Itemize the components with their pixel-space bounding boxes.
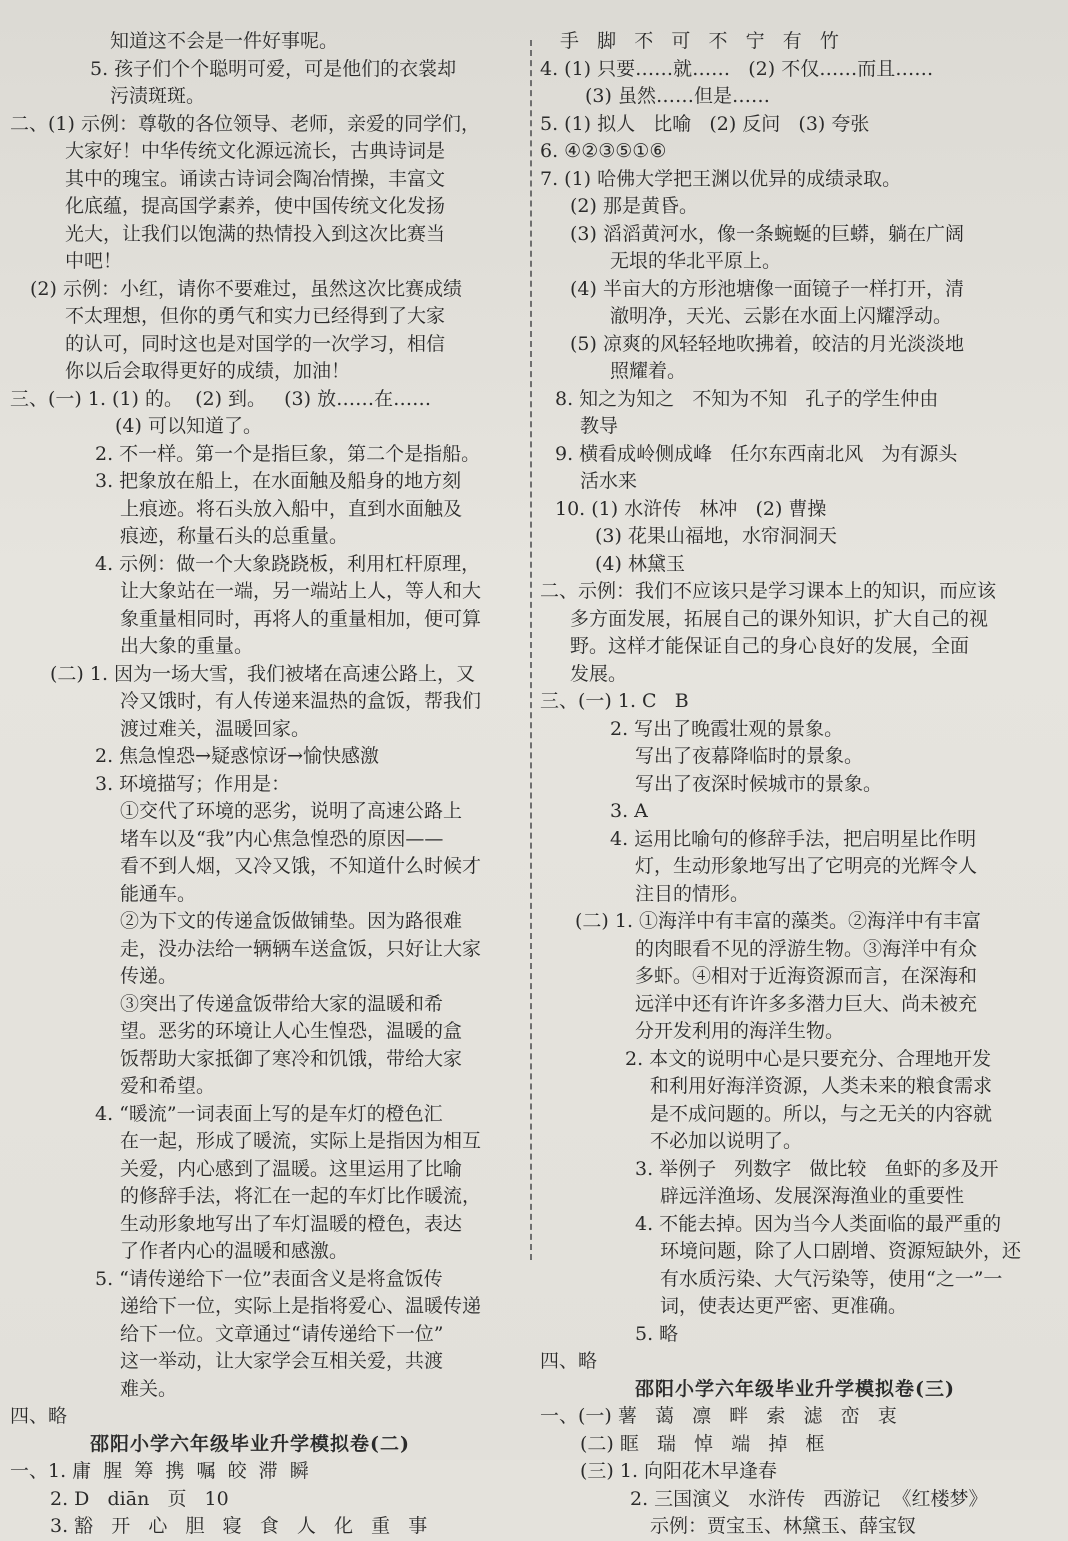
answer-line: 9. 横看成岭侧成峰 任尔东西南北风 为有源头 [555,442,958,465]
answer-line: 传递。 [120,965,178,987]
answer-line: 大家好！中华传统文化源远流长，古典诗词是 [65,140,446,162]
answer-line: 6. ④②③⑤①⑥ [540,140,667,162]
answer-line: 无垠的华北平原上。 [610,250,782,272]
answer-line: (4) 半亩大的方形池塘像一面镜子一样打开，清 [570,277,964,300]
answer-line: 2. 焦急惶恐→疑惑惊讶→愉快感激 [95,745,380,767]
answer-line: 污渍斑斑。 [110,85,206,107]
answer-line: 给下一位。文章通过“请传递给下一位” [120,1322,444,1345]
answer-line: 难关。 [120,1377,178,1400]
answer-line: 这一举动，让大家学会互相关爱，共渡 [120,1350,444,1372]
answer-line: 知道这不会是一件好事呢。 [110,30,339,52]
answer-line: 渡过难关，温暖回家。 [120,717,311,740]
answer-line: 三、(一) 1. C B [540,690,689,712]
answer-line: 上痕迹。将石头放入船中，直到水面触及 [120,497,463,520]
section-title: 邵阳小学六年级毕业升学模拟卷(三) [635,1377,955,1400]
answer-line: 写出了夜深时候城市的景象。 [635,772,883,795]
answer-line: 四、略 [10,1405,68,1427]
answer-line: (2) 示例：小红，请你不要难过，虽然这次比赛成绩 [30,277,462,300]
answer-line: 4. 不能去掉。因为当今人类面临的最严重的 [635,1212,1002,1235]
answer-line: 手 脚 不 可 不 宁 有 竹 [560,30,839,52]
answer-line: 分开发利用的海洋生物。 [635,1020,845,1042]
answer-line: ②为下文的传递盒饭做铺垫。因为路很难 [120,910,463,932]
answer-line: 3. 举例子 列数字 做比较 鱼虾的多及开 [635,1157,999,1180]
answer-line: 示例：贾宝玉、林黛玉、薛宝钗 [650,1515,917,1537]
answer-line: 堵车以及“我”内心焦急惶恐的原因—— [120,827,444,850]
answer-line: (2) 那是黄昏。 [570,195,698,217]
answer-line: 2. 三国演义 水浒传 西游记 《红楼梦》 [630,1487,988,1510]
answer-line: (3) 花果山福地，水帘洞洞天 [595,525,837,547]
answer-line: ①交代了环境的恶劣，说明了高速公路上 [120,800,463,822]
answer-line: 递给下一位，实际上是指将爱心、温暖传递 [120,1295,482,1317]
answer-line: 灯，生动形象地写出了它明亮的光辉令人 [635,855,978,877]
answer-line: 三、(一) 1. (1) 的。 (2) 到。 (3) 放……在…… [10,387,432,410]
answer-line: 不太理想，但你的勇气和实力已经得到了大家 [65,305,446,327]
answer-line: 四、略 [540,1350,598,1372]
answer-line: 光大，让我们以饱满的热情投入到这次比赛当 [65,222,446,245]
answer-line: (5) 凉爽的风轻轻地吹拂着，皎洁的月光淡淡地 [570,332,964,355]
answer-line: 7. (1) 哈佛大学把王渊以优异的成绩录取。 [540,167,902,190]
answer-line: (4) 林黛玉 [595,552,685,575]
answer-line: 4. “暖流”一词表面上写的是车灯的橙色汇 [95,1102,443,1125]
answer-line: 望。恶劣的环境让人心生惶恐，温暖的盒 [120,1020,463,1042]
answer-line: 是不成问题的。所以，与之无关的内容就 [650,1102,993,1125]
answer-line: 爱和希望。 [120,1075,216,1097]
answer-line: 5. (1) 拟人 比喻 (2) 反问 (3) 夸张 [540,112,870,135]
answer-line: (4) 可以知道了。 [115,415,262,437]
answer-line: 5. “请传递给下一位”表面含义是将盒饭传 [95,1267,443,1290]
left-column [10,28,520,1541]
answer-line: 8. 知之为知之 不知为不知 孔子的学生仲由 [555,387,939,410]
answer-line: (二) 1. ①海洋中有丰富的藻类。②海洋中有丰富 [575,910,982,932]
answer-line: 中吧！ [65,250,123,272]
answer-line: 4. (1) 只要……就…… (2) 不仅……而且…… [540,57,934,80]
answer-line: 化底蕴，提高国学素养，使中国传统文化发扬 [65,195,446,217]
answer-line: 在一起，形成了暖流，实际上是指因为相互 [120,1130,482,1152]
answer-line: 发展。 [570,662,628,685]
answer-line: 活水来 [580,470,638,492]
answer-line: 远洋中还有许许多多潜力巨大、尚未被充 [635,992,978,1015]
section-title: 邵阳小学六年级毕业升学模拟卷(二) [90,1432,410,1455]
answer-line: 生动形象地写出了车灯温暖的橙色，表达 [120,1212,463,1235]
answer-line: 3. A [610,800,648,822]
answer-line: 的修辞手法，将汇在一起的车灯比作暖流， [120,1185,482,1207]
answer-line: 和利用好海洋资源，人类未来的粮食需求 [650,1075,993,1097]
answer-line: ③突出了传递盒饭带给大家的温暖和希 [120,992,444,1015]
answer-line: 有水质污染、大气污染等，使用“之一”一 [660,1267,1003,1290]
answer-line: 3. 环境描写；作用是： [95,772,291,795]
answer-line: 4. 示例：做一个大象跷跷板，利用杠杆原理， [95,552,481,575]
answer-line: 一、1. 庸 腥 筹 携 嘱 皎 滞 瞬 [10,1460,309,1482]
answer-line: 让大象站在一端，另一端站上人，等人和大 [120,580,482,602]
answer-line: 二、示例：我们不应该只是学习课本上的知识，而应该 [540,580,997,602]
answer-line: 野。这样才能保证自己的身心良好的发展，全面 [570,635,970,657]
answer-line: 能通车。 [120,882,197,905]
answer-line: 看不到人烟，又冷又饿，不知道什么时候才 [120,855,482,877]
right-column [540,28,1062,1541]
answer-line: 其中的瑰宝。诵读古诗词会陶冶情操，丰富文 [65,167,446,190]
answer-line: (二) 1. 因为一场大雪，我们被堵在高速公路上，又 [50,662,476,685]
answer-line: 不必加以说明了。 [650,1130,803,1152]
answer-line: 注目的情形。 [635,882,750,905]
answer-line: 你以后会取得更好的成绩，加油！ [65,360,351,382]
answer-line: 了作者内心的温暖和感激。 [120,1240,349,1262]
answer-line: 5. 略 [635,1322,679,1345]
answer-line: 10. (1) 水浒传 林冲 (2) 曹操 [555,497,827,520]
answer-line: 冷又饿时，有人传递来温热的盒饭，帮我们 [120,690,482,712]
answer-line: 3. 豁 开 心 胆 寝 食 人 化 重 事 [50,1515,428,1537]
answer-line: 多方面发展，拓展自己的课外知识，扩大自己的视 [570,607,989,630]
answer-line: 辟远洋渔场、发展深海渔业的重要性 [660,1185,965,1207]
answer-line: (二) 眶 瑞 悼 端 掉 框 [580,1432,825,1455]
answer-line: 2. 不一样。第一个是指巨象，第二个是指船。 [95,442,481,465]
answer-line: 出大象的重量。 [120,635,254,657]
answer-line: 2. 写出了晚霞壮观的景象。 [610,717,844,740]
column-divider [530,40,532,1260]
answer-line: 词，使表达更严密、更准确。 [660,1295,908,1317]
answer-line: 走，没办法给一辆辆车送盒饭，只好让大家 [120,937,482,960]
answer-line: 象重量相同时，再将人的重量相加，便可算 [120,607,482,630]
answer-line: 的肉眼看不见的浮游生物。③海洋中有众 [635,937,978,960]
answer-line: 3. 把象放在船上，在水面触及船身的地方刻 [95,470,462,492]
answer-line: 照耀着。 [610,360,687,382]
answer-line: (3) 滔滔黄河水，像一条蜿蜒的巨蟒，躺在广阔 [570,222,964,245]
answer-line: 环境问题，除了人口剧增、资源短缺外，还 [660,1240,1022,1262]
answer-line: 写出了夜幕降临时的景象。 [635,745,864,767]
answer-line: 4. 运用比喻句的修辞手法，把启明星比作明 [610,827,977,850]
answer-line: 关爱，内心感到了温暖。这里运用了比喻 [120,1157,463,1180]
answer-line: 多虾。④相对于近海资源而言，在深海和 [635,965,978,987]
answer-line: 饭帮助大家抵御了寒冷和饥饿，带给大家 [120,1047,463,1070]
answer-line: 二、(1) 示例：尊敬的各位领导、老师，亲爱的同学们， [10,112,480,135]
answer-line: (3) 虽然……但是…… [585,85,770,107]
answer-line: 2. 本文的说明中心是只要充分、合理地开发 [625,1047,992,1070]
answer-line: 5. 孩子们个个聪明可爱，可是他们的衣裳却 [90,57,457,80]
answer-line: 的认可，同时这也是对国学的一次学习，相信 [65,332,446,355]
answer-line: 澈明净，天光、云影在水面上闪耀浮动。 [610,305,953,327]
answer-line: 痕迹，称量石头的总重量。 [120,525,349,547]
answer-line: 一、(一) 薯 蔼 凛 畔 索 滤 峦 衷 [540,1405,897,1427]
answer-line: 2. D diān 页 10 [50,1487,229,1510]
answer-line: 教导 [580,415,619,437]
answer-line: (三) 1. 向阳花木早逢春 [580,1460,778,1482]
